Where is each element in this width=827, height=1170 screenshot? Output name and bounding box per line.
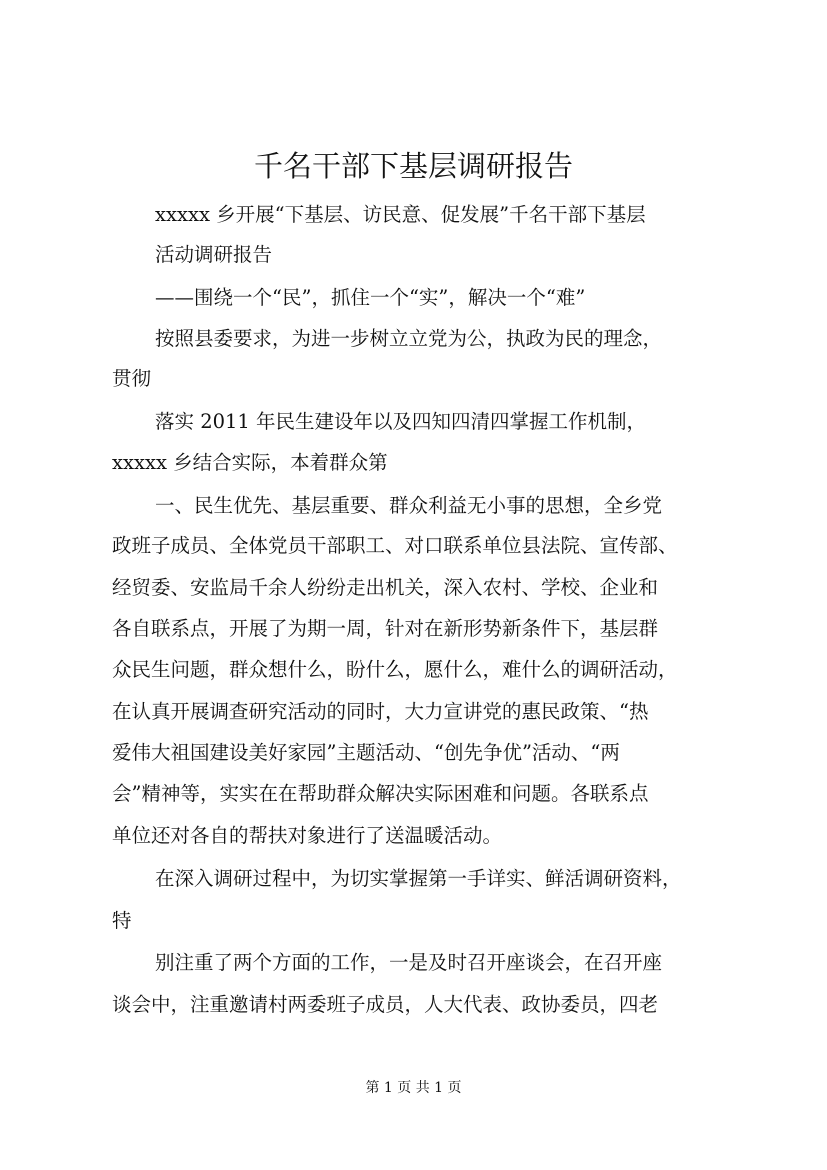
body-line: 在认真开展调查研究活动的同时，大力宣讲党的惠民政策、“热: [112, 700, 649, 723]
body-line: 别注重了两个方面的工作，一是及时召开座谈会，在召开座: [155, 951, 663, 974]
body-line: 按照县委要求，为进一步树立立党为公，执政为民的理念，: [155, 327, 663, 350]
body-line: xxxxx 乡结合实际，本着群众第: [112, 451, 388, 474]
body-line: 特: [112, 909, 132, 932]
body-line: 一、民生优先、基层重要、群众利益无小事的思想，全乡党: [155, 494, 663, 517]
document-title: 千名干部下基层调研报告: [253, 149, 573, 183]
body-line: 爱伟大祖国建设美好家园”主题活动、“创先争优”活动、“两: [112, 741, 620, 764]
body-line: 在深入调研过程中，为切实掌握第一手详实、鲜活调研资料，: [155, 867, 682, 890]
page-footer: 第 1 页 共 1 页: [365, 1080, 462, 1096]
body-line: 会”精神等，实实在在帮助群众解决实际困难和问题。各联系点: [112, 782, 649, 805]
body-line: xxxxx 乡开展“下基层、访民意、促发展”千名干部下基层: [155, 203, 646, 226]
body-line: 谈会中，注重邀请村两委班子成员，人大代表、政协委员，四老: [112, 993, 659, 1016]
body-line: 经贸委、安监局千余人纷纷走出机关，深入农村、学校、企业和: [112, 576, 659, 599]
body-line: 单位还对各自的帮扶对象进行了送温暖活动。: [112, 824, 503, 847]
body-line: 政班子成员、全体党员干部职工、对口联系单位县法院、宣传部、: [112, 534, 678, 557]
body-line: 贯彻: [112, 367, 152, 390]
body-line: 活动调研报告: [155, 243, 273, 266]
body-line: 各自联系点，开展了为期一周，针对在新形势新条件下，基层群: [112, 617, 659, 640]
body-line: 落实 2011 年民生建设年以及四知四清四掌握工作机制，: [155, 410, 647, 433]
body-line: 众民生问题，群众想什么，盼什么，愿什么，难什么的调研活动，: [112, 658, 678, 681]
body-line: ——围绕一个“民”，抓住一个“实”，解决一个“难”: [155, 286, 586, 309]
